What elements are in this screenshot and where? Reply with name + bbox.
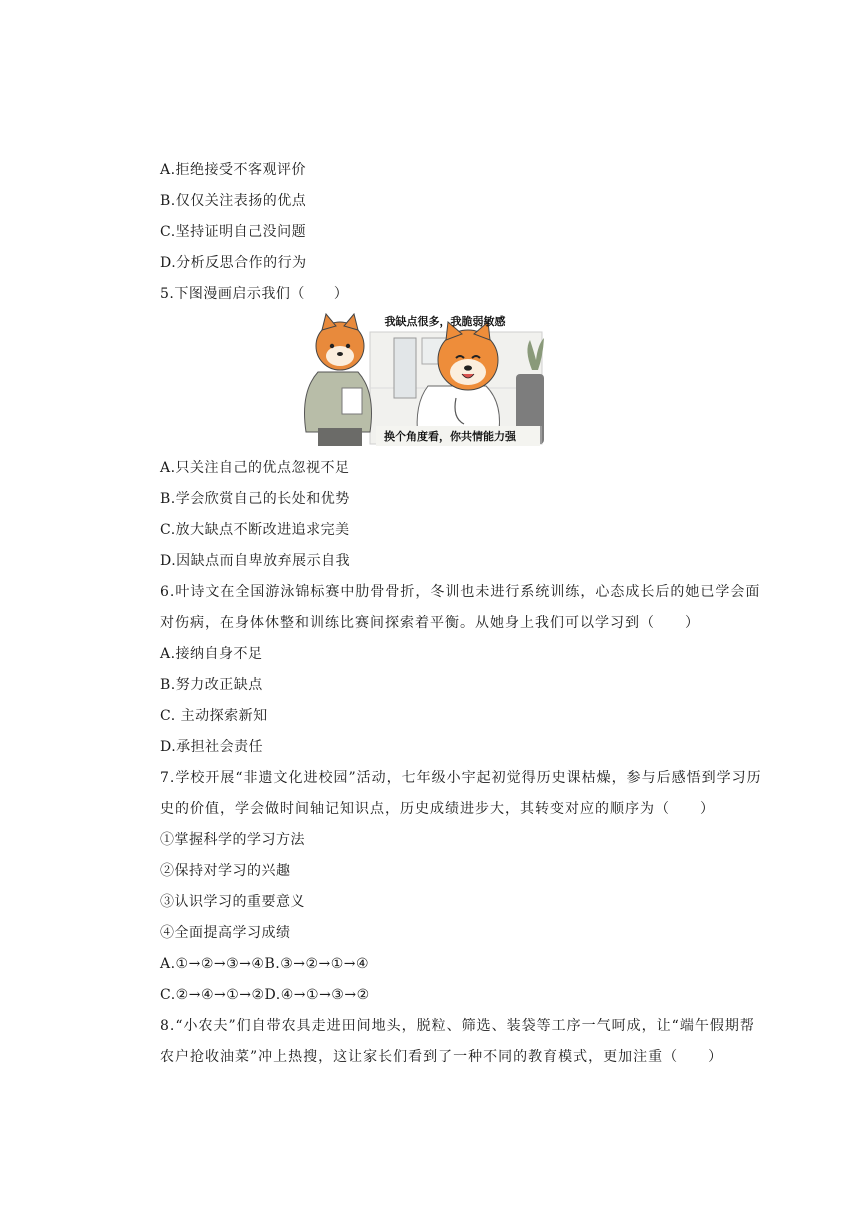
q4-option-d: D.分析反思合作的行为 [160, 255, 307, 271]
q8-stem-line-1: 8.“小农夫”们自带农具走进田间地头，脱粒、筛选、装袋等工序一气呵成，让“端午假期帮 [160, 1018, 755, 1034]
q7-options-row-1: A.①→②→③→④B.③→②→①→④ [160, 956, 370, 972]
cartoon-top-caption: 我缺点很多，我脆弱敏感 [384, 315, 506, 328]
q6-stem-line-1: 6.叶诗文在全国游泳锦标赛中肋骨骨折，冬训也未进行系统训练，心态成长后的她已学会面 [160, 584, 761, 600]
q7-item-4: ④全面提高学习成绩 [160, 925, 291, 941]
q6-option-b: B.努力改正缺点 [160, 677, 263, 693]
q5-stem: 5.下图漫画启示我们（ ） [160, 286, 349, 302]
q7-item-3: ③认识学习的重要意义 [160, 894, 305, 910]
q5-option-b: B.学会欣赏自己的长处和优势 [160, 491, 350, 507]
q6-option-a: A.接纳自身不足 [160, 646, 263, 662]
cartoon-bottom-caption: 换个角度看，你共情能力强 [384, 430, 516, 443]
q8-stem-line-2: 农户抢收油菜”冲上热搜，这让家长们看到了一种不同的教育模式，更加注重（ ） [160, 1049, 724, 1065]
q7-item-2: ②保持对学习的兴趣 [160, 863, 291, 879]
q7-stem-line-1: 7.学校开展“非遗文化进校园”活动，七年级小宇起初觉得历史课枯燥，参与后感悟到学习历 [160, 770, 762, 786]
q5-option-a: A.只关注自己的优点忽视不足 [160, 460, 350, 476]
q6-option-d: D.承担社会责任 [160, 739, 264, 755]
q4-option-a: A.拒绝接受不客观评价 [160, 162, 307, 178]
q7-options-row-2: C.②→④→①→②D.④→①→③→② [160, 987, 370, 1003]
cartoon-image [296, 308, 545, 448]
q6-option-c: C. 主动探索新知 [160, 708, 268, 724]
q7-item-1: ①掌握科学的学习方法 [160, 832, 305, 848]
q5-option-c: C.放大缺点不断改进追求完美 [160, 522, 350, 538]
q4-option-c: C.坚持证明自己没问题 [160, 224, 307, 240]
q5-option-d: D.因缺点而自卑放弃展示自我 [160, 553, 351, 569]
q6-stem-line-2: 对伤病，在身体休整和训练比赛间探索着平衡。从她身上我们可以学习到（ ） [160, 615, 700, 631]
q7-stem-line-2: 史的价值，学会做时间轴记知识点，历史成绩进步大，其转变对应的顺序为（ ） [160, 801, 715, 817]
q4-option-b: B.仅仅关注表扬的优点 [160, 193, 307, 209]
